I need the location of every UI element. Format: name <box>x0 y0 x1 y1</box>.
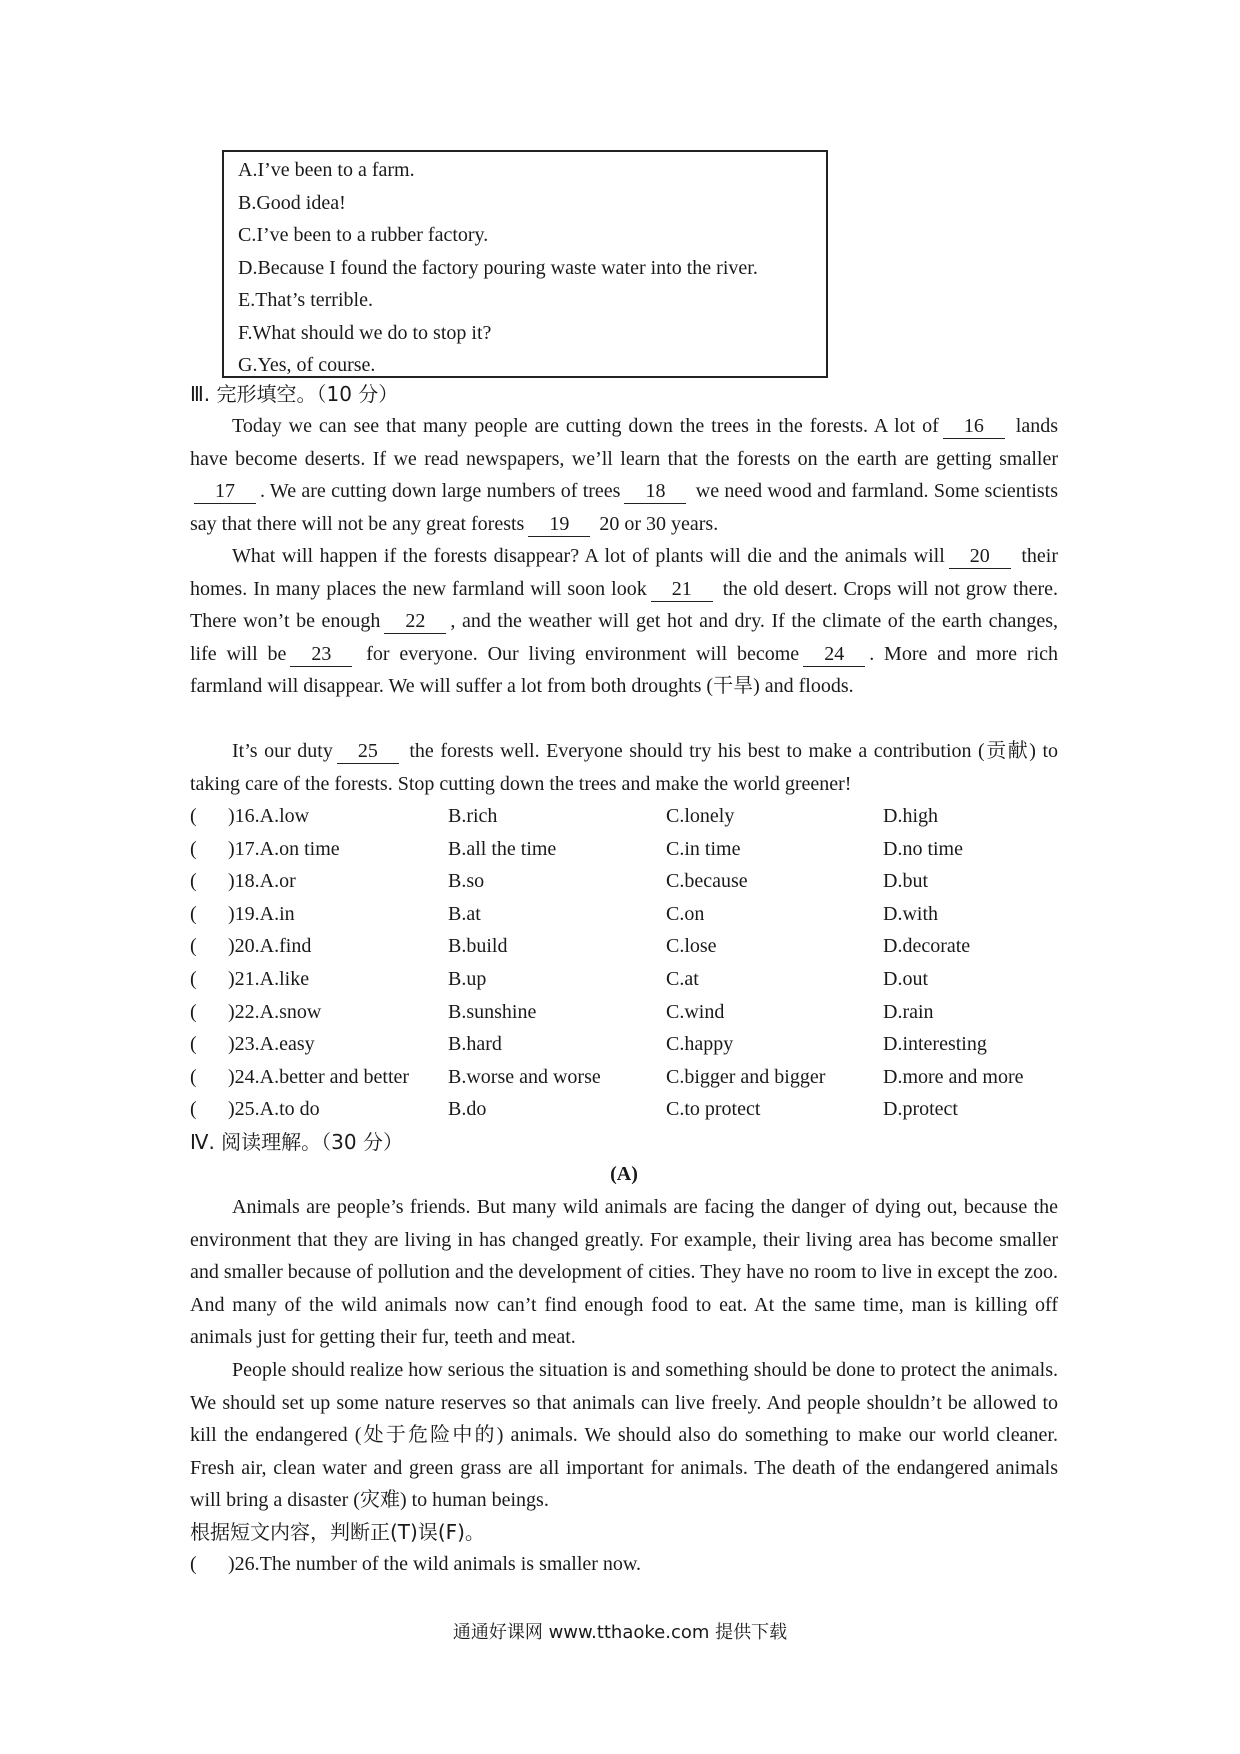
option-f: F.What should we do to stop it? <box>238 321 492 344</box>
option-a: )19.A.in <box>228 902 295 925</box>
answer-paren[interactable]: ( <box>190 935 197 958</box>
option-c: C.happy <box>666 1033 734 1056</box>
blank-21: 21 <box>651 577 713 602</box>
blank-16: 16 <box>943 414 1005 439</box>
section-4-heading: Ⅳ. 阅读理解。（30 分） <box>190 1130 403 1154</box>
option-a: )25.A.to do <box>228 1098 320 1121</box>
text: It’s our duty <box>232 740 333 762</box>
option-g: G.Yes, of course. <box>238 354 376 376</box>
tf-instruction: 根据短文内容，判断正(T)误(F)。 <box>190 1520 485 1544</box>
text: lands have become deserts. If we read newspapers, we’ll learn that the forests on the earth are getting smaller <box>190 415 1058 470</box>
option-b: B.sunshine <box>448 1000 537 1023</box>
option-d: D.rain <box>883 1000 934 1023</box>
option-b: B.up <box>448 968 487 990</box>
text: . We are cutting down large numbers of trees <box>260 480 621 503</box>
option-b: B.so <box>448 870 485 893</box>
option-b: B.hard <box>448 1033 502 1056</box>
blank-22: 22 <box>384 609 446 634</box>
option-c: C.lonely <box>666 805 735 827</box>
cloze-paragraph-3 <box>190 735 1058 800</box>
text: 20 or 30 years. <box>599 512 719 535</box>
option-c: C.wind <box>666 1000 725 1023</box>
blank-19: 19 <box>528 512 590 537</box>
cloze-paragraph-1 <box>190 410 1058 540</box>
question-18 <box>190 865 1058 898</box>
option-d: D.interesting <box>883 1033 987 1056</box>
answer-paren[interactable]: ( <box>190 1098 197 1121</box>
option-b: B.at <box>448 902 481 925</box>
option-b: B.rich <box>448 805 498 827</box>
option-a: )16.A.low <box>228 805 310 827</box>
option-b: B.build <box>448 935 508 958</box>
option-b: B.all the time <box>448 837 557 860</box>
text: the old desert. Crops will not grow there. There won’t be enough <box>190 577 1059 633</box>
option-d: D.no time <box>883 837 963 860</box>
question-21 <box>190 963 1058 996</box>
answer-paren[interactable]: ( <box>190 1033 197 1056</box>
blank-17: 17 <box>194 479 256 504</box>
question-22 <box>190 996 1058 1029</box>
question-20 <box>190 930 1058 963</box>
option-a: A.I’ve been to a farm. <box>238 159 415 181</box>
answer-paren[interactable]: ( <box>190 1000 197 1023</box>
blank-20: 20 <box>949 544 1011 569</box>
answer-paren[interactable]: ( <box>190 1553 197 1575</box>
reading-paragraph-1: Animals are people’s friends. But many wild animals are facing the danger of dying out, because the environment that they are living in has changed greatly. For example, their living area has become smaller and smaller because of pollution and the development of cities. They have no room to live in except the zoo. And many of the wild animals now can’t find enough food to eat. At the same time, man is killing off animals just for getting their fur, teeth and meat. <box>190 1196 1058 1349</box>
passage-title: (A) <box>610 1163 638 1185</box>
answer-paren[interactable]: ( <box>190 1065 197 1088</box>
option-d: D.but <box>883 870 928 893</box>
option-d: D.out <box>883 968 928 990</box>
question-24 <box>190 1061 1058 1094</box>
question-17 <box>190 833 1058 866</box>
option-c: C.bigger and bigger <box>666 1065 826 1088</box>
option-d: D.Because I found the factory pouring waste water into the river. <box>238 256 758 279</box>
option-c: C.I’ve been to a rubber factory. <box>238 224 489 246</box>
option-d: D.high <box>883 805 938 827</box>
blank-18: 18 <box>624 479 686 504</box>
option-c: C.lose <box>666 935 717 958</box>
text: their homes. In many places the new farmland will soon look <box>190 545 1058 600</box>
option-c: C.in time <box>666 837 741 860</box>
answer-paren[interactable]: ( <box>190 870 197 893</box>
option-a: )24.A.better and better <box>228 1065 410 1088</box>
option-c: C.to protect <box>666 1098 761 1121</box>
question-25 <box>190 1093 1058 1126</box>
question-26 <box>190 1548 1058 1581</box>
text: , and the weather will get hot and dry. If the climate of the earth changes, life will be <box>190 610 1058 665</box>
option-b: B.Good idea! <box>238 191 346 214</box>
blank-24: 24 <box>803 642 865 667</box>
question-23 <box>190 1028 1058 1061</box>
question-16 <box>190 800 1058 833</box>
option-c: C.because <box>666 870 748 893</box>
question-19 <box>190 898 1058 931</box>
option-a: )22.A.snow <box>228 1000 322 1023</box>
option-c: C.at <box>666 968 699 990</box>
blank-23: 23 <box>290 642 352 667</box>
option-d: D.more and more <box>883 1065 1024 1088</box>
option-b: B.do <box>448 1098 487 1121</box>
text: Today we can see that many people are cutting down the trees in the forests. A lot of <box>232 415 939 437</box>
blank-25: 25 <box>337 739 399 764</box>
option-d: D.with <box>883 902 938 925</box>
option-a: )21.A.like <box>228 968 310 990</box>
text: we need wood and farmland. Some scientists say that there will not be any great forests <box>190 480 1059 535</box>
answer-paren[interactable]: ( <box>190 968 197 990</box>
option-a: )20.A.find <box>228 935 312 958</box>
option-a: )23.A.easy <box>228 1033 315 1056</box>
text: for everyone. Our living environment will become <box>366 642 800 665</box>
text: . More and more rich farmland will disappear. We will suffer a lot from both droughts (干旱) and floods. <box>190 642 1059 698</box>
footer-source: 通通好课网 www.tthaoke.com 提供下载 <box>452 1622 788 1643</box>
question-26-text: )26.The number of the wild animals is smaller now. <box>228 1553 642 1575</box>
option-e: E.That’s terrible. <box>238 289 373 311</box>
option-d: D.decorate <box>883 935 971 958</box>
text: What will happen if the forests disappear? A lot of plants will die and the animals will <box>232 545 945 567</box>
cloze-paragraph-2 <box>190 540 1058 703</box>
text: the forests well. Everyone should try his best to make a contribution (贡献) to taking care of the forests. Stop cutting down the trees and make the world greener! <box>190 740 1059 795</box>
section-3-heading: Ⅲ. 完形填空。（10 分） <box>190 382 399 406</box>
answer-options-box <box>222 150 828 378</box>
option-a: )17.A.on time <box>228 837 340 860</box>
answer-paren[interactable]: ( <box>190 902 197 925</box>
option-d: D.protect <box>883 1098 958 1121</box>
reading-paragraph-2: People should realize how serious the situation is and something should be done to protect the animals. We should set up some nature reserves so that animals can live freely. And people shouldn’t be allowed to kill the endangered (处于危险中的) animals. We should also do something to make our world cleaner. Fresh air, clean water and green grass are all important for animals. The death of the endangered animals will bring a disaster (灾难) to human beings. <box>190 1359 1058 1512</box>
option-c: C.on <box>666 902 705 925</box>
answer-paren[interactable]: ( <box>190 837 197 860</box>
answer-paren[interactable]: ( <box>190 805 197 827</box>
option-b: B.worse and worse <box>448 1065 601 1088</box>
option-a: )18.A.or <box>228 870 296 893</box>
